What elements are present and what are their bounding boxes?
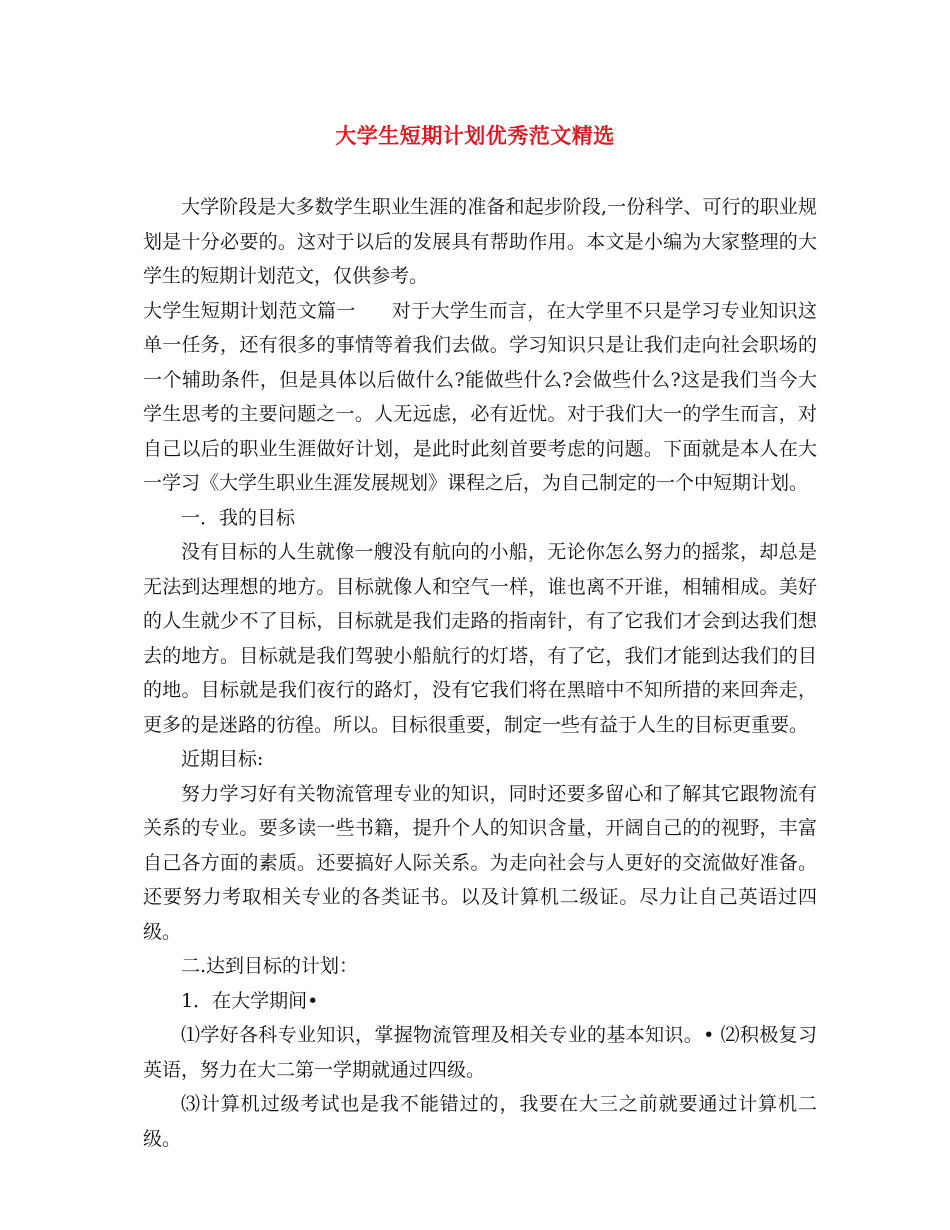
section-heading-goal: 一．我的目标 — [181, 506, 296, 529]
document-title: 大学生短期计划优秀范文精选 — [335, 123, 615, 148]
list-item-computer-exam: ⑶计算机过级考试也是我不能错过的，我要在大三之前就要通过计算机二级。 — [143, 1093, 817, 1150]
list-item-during-college: 1．在大学期间• — [181, 989, 319, 1012]
section-heading-plan: 二.达到目标的计划： — [181, 955, 359, 977]
list-item-study-english: ⑴学好各科专业知识，掌握物流管理及相关专业的基本知识。• ⑵积极复习英语，努力在大二第一学期就通过四级。 — [143, 1024, 817, 1081]
paragraph-essay-one — [143, 294, 817, 501]
paragraph-intro: 大学阶段是大多数学生职业生涯的准备和起步阶段,一份科学、可行的职业规划是十分必要的。这对于以后的发展具有帮助作用。本文是小编为大家整理的大学生的短期计划范文，仅供参考。 — [143, 196, 817, 287]
essay-one-label: 大学生短期计划范文篇一 — [143, 299, 356, 322]
paragraph-near-term: 努力学习好有关物流管理专业的知识，同时还要多留心和了解其它跟物流有关系的专业。要多读一些书籍，提升个人的知识含量，开阔自己的的视野，丰富自己各方面的素质。还要搞好人际关系。为走向社会与人更好的交流做好准备。 还要努力考取相关专业的各类证书。以及计算机二级证。尽力让自己英语过四级。 — [143, 782, 817, 943]
paragraph-goal: 没有目标的人生就像一艘没有航向的小船，无论你怎么努力的摇浆，却总是无法到达理想的地方。目标就像人和空气一样，谁也离不开谁，相辅相成。美好的人生就少不了目标，目标就是我们走路的指南针，有了它我们才会到达我们想去的地方。目标就是我们驾驶小船航行的灯塔，有了它，我们才能到达我们的目的地。目标就是我们夜行的路灯，没有它我们将在黑暗中不知所措的来回奔走，更多的是迷路的彷徨。所以。目标很重要，制定一些有益于人生的目标更重要。 — [143, 541, 817, 736]
essay-one-text: 对于大学生而言，在大学里不只是学习专业知识这单一任务，还有很多的事情等着我们去做。学习知识只是让我们走向社会职场的一个辅助条件，但是具体以后做什么?能做些什么?会做些什么?这是我们当今大学生思考的主要问题之一。人无远虑，必有近忧。对于我们大一的学生而言，对自己以后的职业生涯做好计划，是此时此刻首要考虑的问题。下面就是本人在大一学习《大学生职业生涯发展规划》课程之后，为自己制定的一个中短期计划。 — [143, 299, 817, 494]
document-body — [143, 190, 817, 1156]
subheading-near-term: 近期目标: — [181, 748, 264, 770]
